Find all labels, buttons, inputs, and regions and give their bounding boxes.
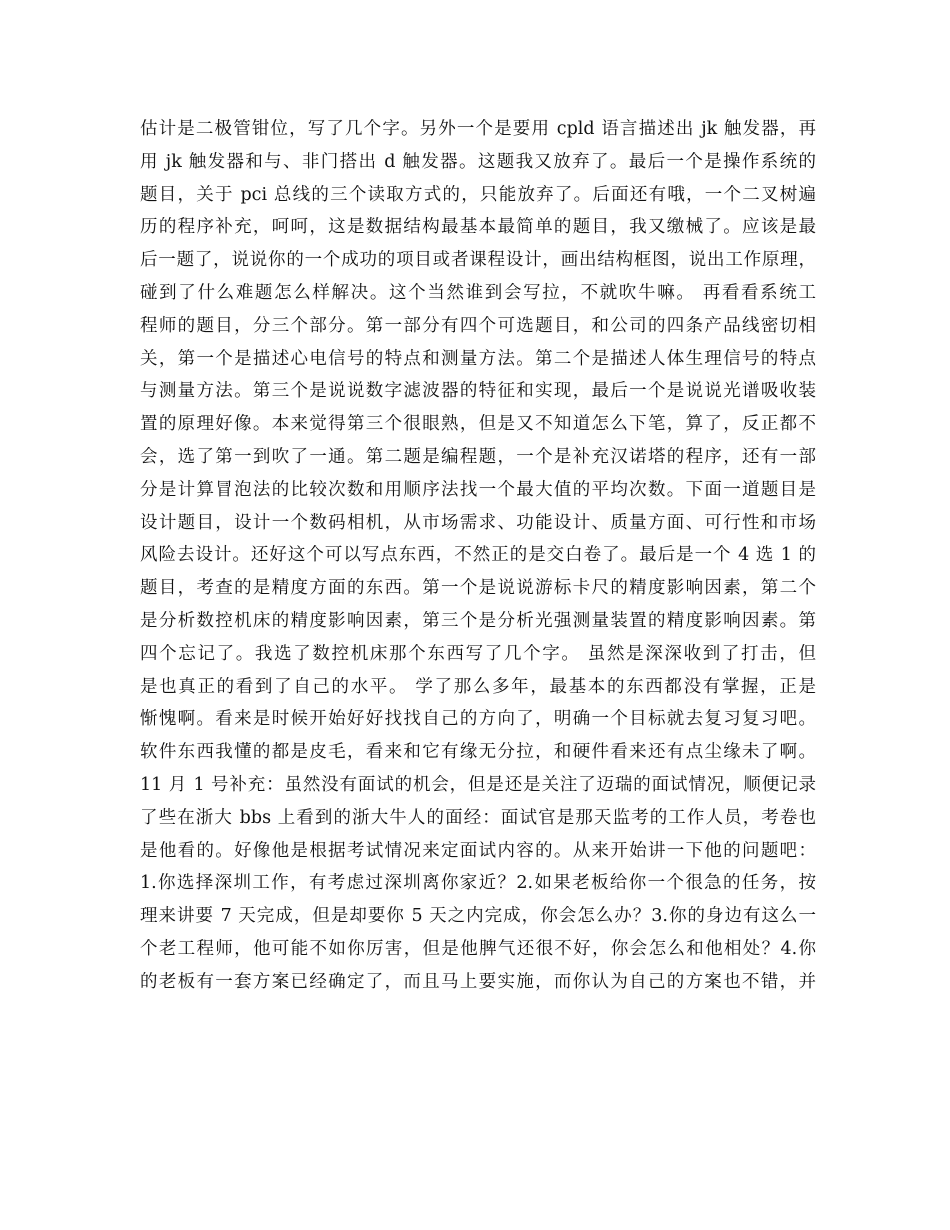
text-line: 题目，关于 pci 总线的三个读取方式的，只能放弃了。后面还有哦，一个二叉树遍	[140, 184, 816, 205]
text-line: 碰到了什么难题怎么样解决。这个当然谁到会写拉，不就吹牛嘛。 再看看系统工	[140, 282, 816, 303]
text-line: 的老板有一套方案已经确定了，而且马上要实施，而你认为自己的方案也不错，并	[140, 971, 816, 992]
text-line: 后一题了，说说你的一个成功的项目或者课程设计，画出结构框图，说出工作原理，	[140, 250, 816, 271]
text-line: 个老工程师，他可能不如你厉害，但是他脾气还很不好，你会怎么和他相处？4.你	[140, 938, 816, 959]
text-line: 惭愧啊。看来是时候开始好好找找自己的方向了，明确一个目标就去复习复习吧。	[140, 709, 816, 730]
text-line: 是也真正的看到了自己的水平。 学了那么多年，最基本的东西都没有掌握，正是	[140, 676, 816, 697]
body-text	[140, 113, 816, 999]
text-line: 四个忘记了。我选了数控机床那个东西写了几个字。 虽然是深深收到了打击，但	[140, 643, 816, 664]
text-line: 了些在浙大 bbs 上看到的浙大牛人的面经：面试官是那天监考的工作人员，考卷也	[140, 807, 816, 828]
text-line: 关，第一个是描述心电信号的特点和测量方法。第二个是描述人体生理信号的特点	[140, 348, 816, 369]
text-line: 置的原理好像。本来觉得第三个很眼熟，但是又不知道怎么下笔，算了，反正都不	[140, 414, 816, 435]
text-line: 设计题目，设计一个数码相机，从市场需求、功能设计、质量方面、可行性和市场	[140, 512, 816, 533]
text-line: 分是计算冒泡法的比较次数和用顺序法找一个最大值的平均次数。下面一道题目是	[140, 479, 816, 500]
text-line: 估计是二极管钳位，写了几个字。另外一个是要用 cpld 语言描述出 jk 触发器，再	[140, 119, 816, 139]
text-line: 软件东西我懂的都是皮毛，看来和它有缘无分拉，和硬件看来还有点尘缘未了啊。	[140, 742, 816, 763]
text-line: 程师的题目，分三个部分。第一部分有四个可选题目，和公司的四条产品线密切相	[140, 315, 816, 336]
text-line: 是他看的。好像他是根据考试情况来定面试内容的。从来开始讲一下他的问题吧：	[140, 840, 816, 861]
text-line: 与测量方法。第三个是说说数字滤波器的特征和实现，最后一个是说说光谱吸收装	[140, 381, 816, 402]
text-line: 历的程序补充，呵呵，这是数据结构最基本最简单的题目，我又缴械了。应该是最	[140, 217, 816, 238]
text-line: 理来讲要 7 天完成，但是却要你 5 天之内完成，你会怎么办？3.你的身边有这么一	[140, 906, 816, 927]
text-line: 题目，考查的是精度方面的东西。第一个是说说游标卡尺的精度影响因素，第二个	[140, 578, 816, 599]
text-line: 会，选了第一到吹了一通。第二题是编程题，一个是补充汉诺塔的程序，还有一部	[140, 446, 816, 467]
text-line: 风险去设计。还好这个可以写点东西，不然正的是交白卷了。最后是一个 4 选 1 的	[140, 545, 816, 566]
text-line: 用 jk 触发器和与、非门搭出 d 触发器。这题我又放弃了。最后一个是操作系统的	[140, 151, 816, 172]
text-line: 是分析数控机床的精度影响因素，第三个是分析光强测量装置的精度影响因素。第	[140, 610, 816, 631]
text-line: 1.你选择深圳工作，有考虑过深圳离你家近？2.如果老板给你一个很急的任务，按	[140, 873, 816, 894]
text-line: 11 月 1 号补充：虽然没有面试的机会，但是还是关注了迈瑞的面试情况，顺便记录	[140, 774, 816, 795]
